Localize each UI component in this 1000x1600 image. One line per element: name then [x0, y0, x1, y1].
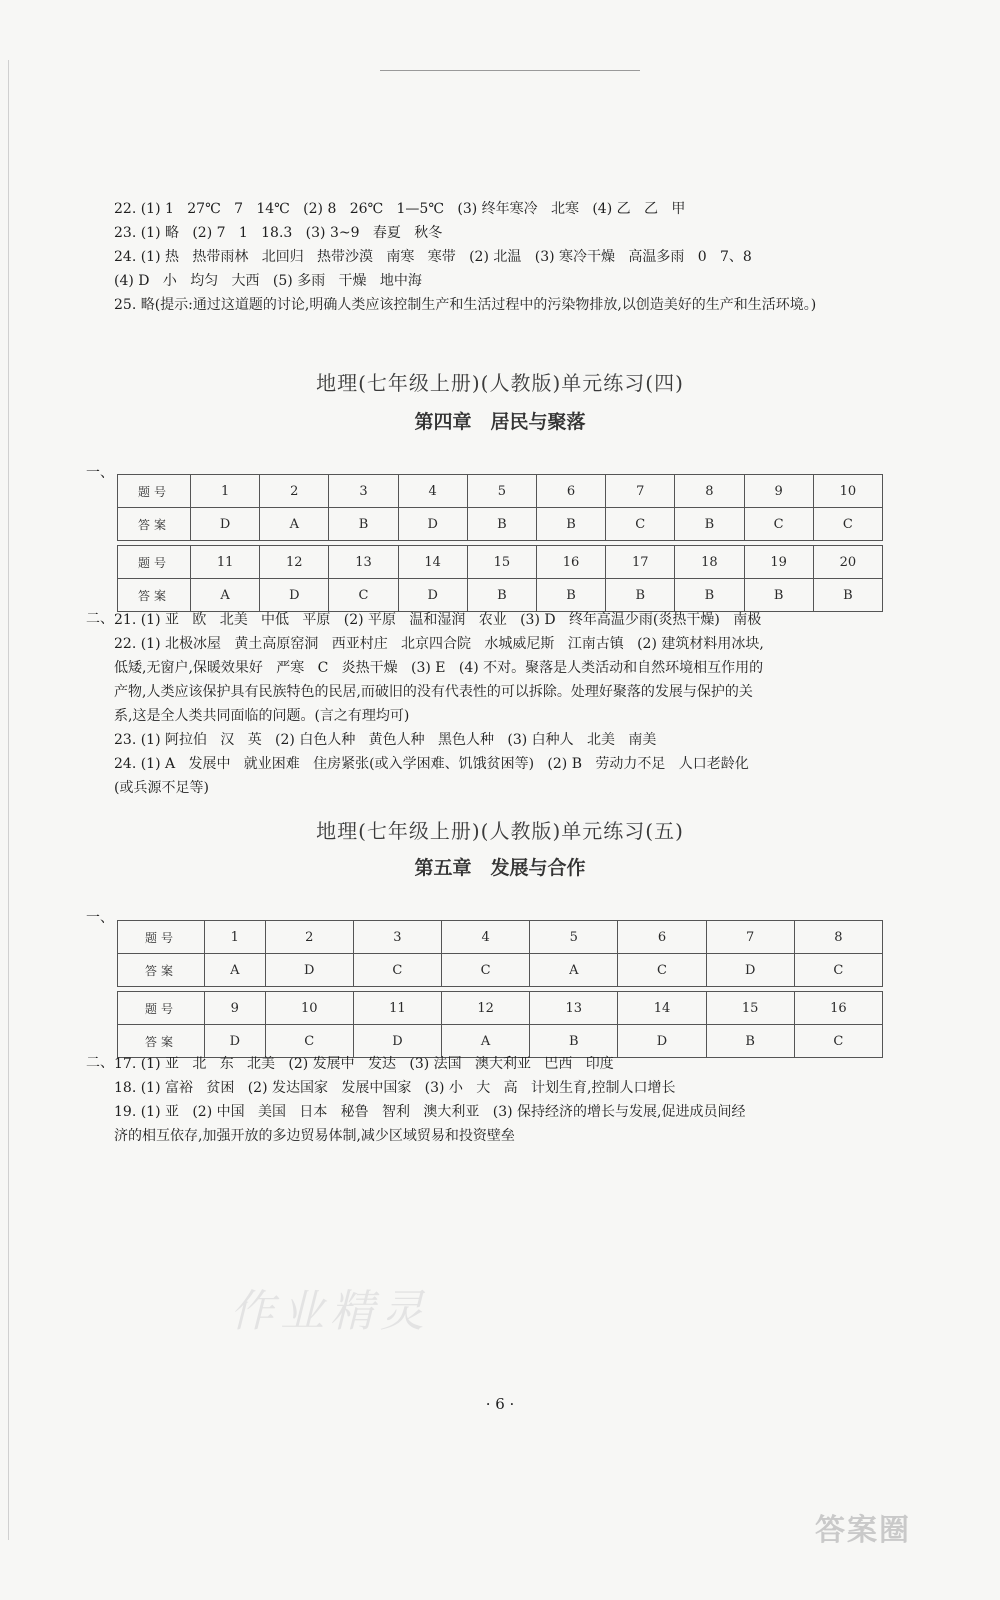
- table-cell: B: [744, 579, 813, 612]
- watermark-text: 作业精灵: [230, 1286, 430, 1337]
- unit4-section2-marker: 二、: [86, 611, 114, 627]
- table-label: 答案: [118, 508, 191, 541]
- answer-line: 低矮,无窗户,保暖效果好 严寒 C 炎热干燥 (3) E (4) 不对。聚落是人类活动和自然环境相互作用的: [114, 660, 764, 676]
- answer-q25: 25. 略(提示:通过这道题的讨论,明确人类应该控制生产和生活过程中的污染物排放,以创造美好的生产和生活环境。): [114, 297, 817, 313]
- unit5-answers: [114, 1052, 904, 1148]
- table-cell: B: [530, 1025, 618, 1058]
- table-cell: D: [618, 1025, 706, 1058]
- table-cell: B: [706, 1025, 794, 1058]
- table-cell: A: [205, 954, 266, 987]
- table-cell: 16: [794, 992, 882, 1025]
- unit5-title: 地理(七年级上册)(人教版)单元练习(五): [316, 819, 684, 843]
- table-cell: 20: [813, 546, 882, 579]
- table-cell: B: [536, 579, 605, 612]
- table-cell: 12: [442, 992, 530, 1025]
- table-cell: 18: [675, 546, 744, 579]
- table-cell: C: [606, 508, 675, 541]
- table-cell: A: [260, 508, 329, 541]
- table-label: 题号: [118, 921, 205, 954]
- table-cell: D: [191, 508, 260, 541]
- table-cell: 1: [205, 921, 266, 954]
- table-cell: C: [618, 954, 706, 987]
- table-cell: B: [467, 579, 536, 612]
- table-cell: B: [675, 508, 744, 541]
- answer-line: 24. (1) A 发展中 就业困难 住房紧张(或入学困难、饥饿贫困等) (2) B 劳动力不足 人口老龄化: [114, 756, 749, 772]
- table-cell: 8: [675, 475, 744, 508]
- table-cell: 6: [536, 475, 605, 508]
- table-cell: 14: [618, 992, 706, 1025]
- table-cell: 3: [329, 475, 398, 508]
- table-label: 题号: [118, 546, 191, 579]
- table-cell: D: [205, 1025, 266, 1058]
- table-cell: 6: [618, 921, 706, 954]
- answer-line: 22. (1) 1 27℃ 7 14℃ (2) 8 26℃ 1—5℃ (3) 终年寒冷 北寒 (4) 乙 乙 甲: [114, 201, 686, 217]
- top-rule: [380, 70, 640, 71]
- table-cell: C: [813, 508, 882, 541]
- answer-line: 24. (1) 热 热带雨林 北回归 热带沙漠 南寒 寒带 (2) 北温 (3) 寒冷干燥 高温多雨 0 7、8: [114, 249, 752, 265]
- table-cell: 7: [706, 921, 794, 954]
- table-cell: 12: [260, 546, 329, 579]
- table-cell: 15: [706, 992, 794, 1025]
- table-cell: A: [442, 1025, 530, 1058]
- table-cell: 13: [530, 992, 618, 1025]
- table-cell: B: [536, 508, 605, 541]
- answer-line: 23. (1) 阿拉伯 汉 英 (2) 白色人种 黄色人种 黑色人种 (3) 白种人 北美 南美: [114, 732, 657, 748]
- table-cell: 11: [353, 992, 441, 1025]
- table-cell: D: [353, 1025, 441, 1058]
- table-cell: B: [813, 579, 882, 612]
- table-cell: 4: [442, 921, 530, 954]
- table-cell: C: [794, 1025, 882, 1058]
- table-cell: 10: [813, 475, 882, 508]
- table-cell: 5: [467, 475, 536, 508]
- table-cell: 2: [260, 475, 329, 508]
- answer-line: 22. (1) 北极冰屋 黄土高原窑洞 西亚村庄 北京四合院 水城威尼斯 江南古镇 (2) 建筑材料用冰块,: [114, 636, 764, 652]
- table-cell: C: [794, 954, 882, 987]
- table-cell: 15: [467, 546, 536, 579]
- answer-line: 济的相互依存,加强开放的多边贸易体制,减少区域贸易和投资壁垒: [114, 1128, 515, 1144]
- table-label: 答案: [118, 1025, 205, 1058]
- page-edge: [8, 60, 9, 1540]
- answer-line: 23. (1) 略 (2) 7 1 18.3 (3) 3~9 春夏 秋冬: [114, 225, 443, 241]
- table-label: 答案: [118, 579, 191, 612]
- answer-line: (或兵源不足等): [114, 780, 209, 796]
- table-cell: 11: [191, 546, 260, 579]
- answer-line: 21. (1) 亚 欧 北美 中低 平原 (2) 平原 温和湿润 农业 (3) D 终年高温少雨(炎热干燥) 南极: [114, 612, 762, 628]
- table-cell: D: [260, 579, 329, 612]
- table-cell: D: [265, 954, 353, 987]
- unit4-section1-marker: 一、: [86, 465, 114, 481]
- table-cell: D: [398, 508, 467, 541]
- answer-line: (4) D 小 均匀 大西 (5) 多雨 干燥 地中海: [114, 273, 422, 289]
- table-cell: 2: [265, 921, 353, 954]
- table-cell: 7: [606, 475, 675, 508]
- top-answers: [114, 197, 904, 317]
- table-cell: B: [606, 579, 675, 612]
- table-cell: C: [265, 1025, 353, 1058]
- table-cell: C: [442, 954, 530, 987]
- table-cell: A: [530, 954, 618, 987]
- table-cell: D: [398, 579, 467, 612]
- table-cell: C: [329, 579, 398, 612]
- table-cell: 9: [744, 475, 813, 508]
- unit5-answer-table: [117, 920, 883, 1058]
- answer-line: 系,这是全人类共同面临的问题。(言之有理均可): [114, 708, 410, 724]
- table-cell: B: [675, 579, 744, 612]
- unit5-section2-marker: 二、: [86, 1055, 114, 1071]
- table-cell: 9: [205, 992, 266, 1025]
- table-cell: 16: [536, 546, 605, 579]
- table-cell: B: [329, 508, 398, 541]
- answer-line: 产物,人类应该保护具有民族特色的民居,而破旧的没有代表性的可以拆除。处理好聚落的发展与保护的关: [114, 684, 753, 700]
- table-cell: 14: [398, 546, 467, 579]
- watermark-logo: 答案圈: [815, 1513, 911, 1548]
- table-cell: C: [353, 954, 441, 987]
- table-cell: 8: [794, 921, 882, 954]
- unit4-answers: [114, 608, 904, 800]
- answer-line: 19. (1) 亚 (2) 中国 美国 日本 秘鲁 智利 澳大利亚 (3) 保持经济的增长与发展,促进成员间经: [114, 1104, 746, 1120]
- table-cell: D: [706, 954, 794, 987]
- unit5-section1-marker: 一、: [86, 910, 114, 926]
- table-cell: B: [467, 508, 536, 541]
- table-cell: 4: [398, 475, 467, 508]
- answer-line: 17. (1) 亚 北 东 北美 (2) 发展中 发达 (3) 法国 澳大利亚 巴西 印度: [114, 1056, 614, 1072]
- table-cell: 10: [265, 992, 353, 1025]
- table-label: 题号: [118, 475, 191, 508]
- table-cell: C: [744, 508, 813, 541]
- table-cell: 1: [191, 475, 260, 508]
- table-cell: 3: [353, 921, 441, 954]
- table-label: 题号: [118, 992, 205, 1025]
- table-label: 答案: [118, 954, 205, 987]
- unit4-title: 地理(七年级上册)(人教版)单元练习(四): [316, 371, 684, 395]
- table-cell: A: [191, 579, 260, 612]
- table-cell: 19: [744, 546, 813, 579]
- table-cell: 17: [606, 546, 675, 579]
- answer-line: 18. (1) 富裕 贫困 (2) 发达国家 发展中国家 (3) 小 大 高 计划生育,控制人口增长: [114, 1080, 676, 1096]
- unit4-answer-table: [117, 474, 883, 612]
- page-number: · 6 ·: [485, 1395, 515, 1413]
- unit4-chapter: 第四章 居民与聚落: [414, 411, 586, 433]
- unit5-chapter: 第五章 发展与合作: [414, 857, 586, 879]
- table-cell: 5: [530, 921, 618, 954]
- table-cell: 13: [329, 546, 398, 579]
